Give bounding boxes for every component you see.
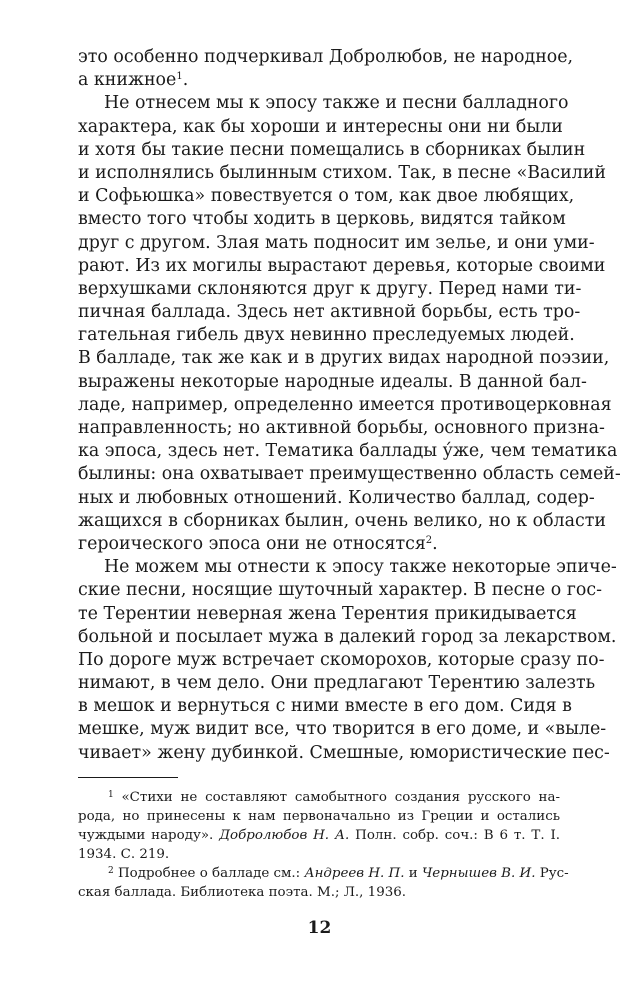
text-line: былины: она охватывает преимущественно область семей- (78, 464, 621, 485)
text-line: и хотя бы такие песни помещались в сборниках былин (78, 139, 586, 160)
text-line: гательная гибель двух невинно преследуемых людей. (78, 325, 575, 346)
page-number: 12 (307, 918, 332, 938)
citation-author: Чернышев В. И. (421, 866, 536, 881)
text-line: и исполнялись былинным стихом. Так, в песне «Василий (78, 162, 606, 183)
footnote-separator (78, 777, 178, 778)
citation-author: Добролюбов Н. А. (219, 828, 350, 843)
footnote-line: $^1$ «Стихи не составляют самобытного создания русского на- (108, 790, 560, 805)
text-line: героического эпоса они не относятся$^2$. (78, 533, 438, 554)
text-line: ных и любовных отношений. Количество баллад, содер- (78, 487, 595, 508)
text-line: По дороге муж встречает скоморохов, которые сразу по- (78, 649, 605, 670)
text-line: характера, как бы хороши и интересны они ни были (78, 116, 563, 137)
footnotes (78, 788, 569, 902)
citation-author: Андреев Н. П. (304, 866, 405, 881)
footnote-line: ская баллада. Библиотека поэта. М.; Л., 1936. (78, 885, 407, 900)
text-line: друг с другом. Злая мать подносит им зелье, и они уми- (78, 232, 595, 253)
text-line: ладе, например, определенно имеется противоцерковная (78, 394, 612, 415)
text-line: чивает» жену дубинкой. Смешные, юмористические пес- (78, 742, 610, 763)
footnote-number: 1 (108, 790, 114, 800)
text-line: Не отнесем мы к эпосу также и песни балладного (104, 93, 569, 114)
text-line: больной и посылает мужа в далекий город за лекарством. (78, 626, 617, 647)
text-line: направленность; но активной борьбы, основного призна- (78, 418, 605, 438)
text-line: вместо того чтобы ходить в церковь, видятся тайком (78, 209, 566, 230)
text-line: Не можем мы отнести к эпосу также некоторые эпиче- (104, 557, 617, 578)
footnote-line: рода, но принесены к нам первоначально из Греции и остались (78, 809, 560, 824)
text-line: а книжное$^1$. (78, 70, 189, 91)
text-line: жащихся в сборниках былин, очень велико, но к области (78, 510, 606, 531)
text-line: ские песни, носящие шуточный характер. В песне о гос- (78, 580, 602, 601)
footnote-ref: 1 (176, 71, 183, 83)
text-line: ка эпоса, здесь нет. Тематика баллады у́же, чем тематика (78, 441, 618, 462)
text-line: В балладе, так же как и в других видах народной поэзии, (78, 348, 610, 369)
footnote-line: $^2$ Подробнее о балладе см.: Андреев Н. П. и Чернышев В. И. Рус- (108, 866, 569, 881)
footnote-ref: 2 (425, 534, 433, 546)
text-line: пичная баллада. Здесь нет активной борьбы, есть тро- (78, 302, 581, 323)
text-line: это особенно подчеркивал Добролюбов, не народное, (78, 47, 574, 67)
footnote-line: 1934. С. 219. (78, 847, 170, 862)
main-text (78, 46, 621, 765)
text-line: в мешок и вернуться с ними вместе в его дом. Сидя в (78, 696, 572, 717)
text-line: верхушками склоняются друг к другу. Перед нами ти- (78, 278, 582, 299)
text-line: те Терентии неверная жена Терентия прикидывается (78, 603, 577, 624)
text-line: нимают, в чем дело. Они предлагают Терентию залезть (78, 673, 596, 694)
footnote-number: 2 (108, 866, 114, 876)
text-line: мешке, муж видит все, что творится в его доме, и «выле- (78, 719, 607, 740)
text-line: и Софьюшка» повествуется о том, как двое любящих, (78, 186, 575, 207)
footnote-line: чуждыми народу». Добролюбов Н. А. Полн. собр. соч.: В 6 т. Т. I. (78, 828, 561, 843)
text-line: выражены некоторые народные идеалы. В данной бал- (78, 371, 587, 392)
text-line: рают. Из их могилы вырастают деревья, которые своими (78, 255, 606, 276)
